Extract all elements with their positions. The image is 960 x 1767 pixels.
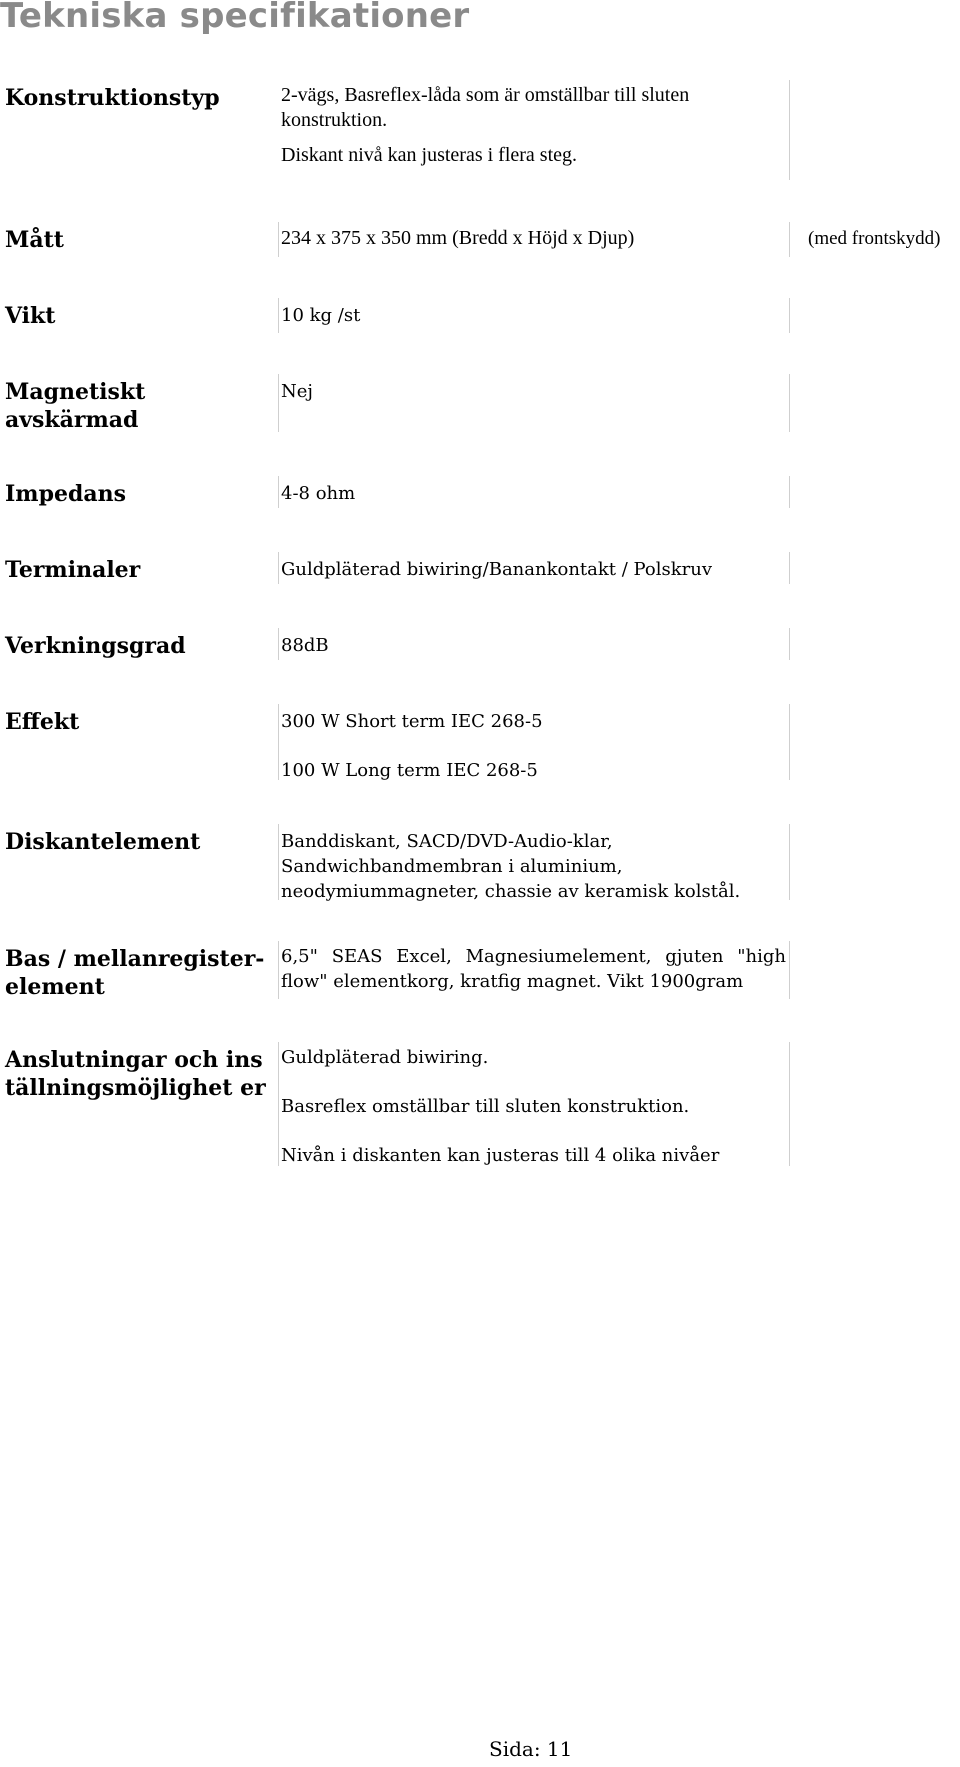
- page-title: Tekniska specifikationer: [0, 0, 470, 36]
- spec-value-line: 100 W Long term IEC 268-5: [281, 760, 538, 781]
- spec-label: Konstruktionstyp: [5, 85, 220, 111]
- spec-value: 234 x 375 x 350 mm (Bredd x Höjd x Djup): [281, 227, 635, 249]
- column-divider: [789, 704, 790, 780]
- spec-label: Terminaler: [5, 557, 141, 583]
- spec-label: Effekt: [5, 709, 80, 735]
- spec-value: 88dB: [281, 635, 329, 656]
- spec-value-line: Nivån i diskanten kan justeras till 4 olika nivåer: [281, 1145, 720, 1166]
- spec-value: [281, 1045, 791, 1168]
- column-divider: [789, 374, 790, 432]
- column-divider: [278, 1042, 279, 1166]
- spec-label: Verkningsgrad: [5, 633, 186, 659]
- column-divider: [278, 476, 279, 508]
- column-divider: [278, 941, 279, 999]
- column-divider: [278, 222, 279, 257]
- spec-note: (med frontskydd): [808, 228, 941, 249]
- spec-label: Impedans: [5, 481, 126, 507]
- column-divider: [278, 628, 279, 660]
- spec-value: 4-8 ohm: [281, 483, 356, 504]
- spec-label: Bas / mellanregister-element: [5, 946, 265, 1000]
- spec-value: Banddiskant, SACD/DVD-Audio-klar, Sandwichbandmembran i aluminium, neodymiummagneter, chassie av keramisk kolstål.: [281, 831, 741, 902]
- spec-label: Magnetiskt avskärmad: [5, 379, 146, 433]
- column-divider: [789, 476, 790, 508]
- spec-label: Anslutningar och inställningsmöjlighet er: [5, 1047, 266, 1101]
- spec-value: [281, 709, 786, 783]
- column-divider: [789, 1042, 790, 1166]
- spec-value: 10 kg /st: [281, 305, 361, 326]
- spec-value: Nej: [281, 381, 313, 402]
- column-divider: [278, 374, 279, 432]
- column-divider: [789, 552, 790, 584]
- column-divider: [278, 552, 279, 584]
- spec-value: Guldpläterad biwiring/Banankontakt / Polskruv: [281, 559, 713, 580]
- spec-value-line: Basreflex omställbar till sluten konstruktion.: [281, 1096, 690, 1117]
- spec-value-line: Diskant nivå kan justeras i flera steg.: [281, 144, 578, 166]
- page-number: Sida: 11: [489, 1737, 573, 1761]
- spec-label: Vikt: [5, 303, 56, 329]
- column-divider: [278, 824, 279, 900]
- column-divider: [789, 222, 790, 257]
- column-divider: [789, 298, 790, 333]
- column-divider: [789, 941, 790, 999]
- spec-label: Diskantelement: [5, 829, 201, 855]
- column-divider: [789, 80, 790, 180]
- column-divider: [789, 628, 790, 660]
- spec-value: 6,5" SEAS Excel, Magnesiumelement, gjuten "high flow" elementkorg, kratfig magnet. Vikt 1900gram: [281, 946, 786, 992]
- spec-label: Mått: [5, 227, 64, 253]
- spec-value: [281, 83, 791, 168]
- spec-value-line: 2-vägs, Basreflex-låda som är omställbar till sluten konstruktion.: [281, 84, 690, 131]
- spec-value-line: Guldpläterad biwiring.: [281, 1047, 489, 1068]
- column-divider: [789, 824, 790, 900]
- column-divider: [278, 298, 279, 333]
- column-divider: [278, 704, 279, 780]
- spec-value-line: 300 W Short term IEC 268-5: [281, 711, 543, 732]
